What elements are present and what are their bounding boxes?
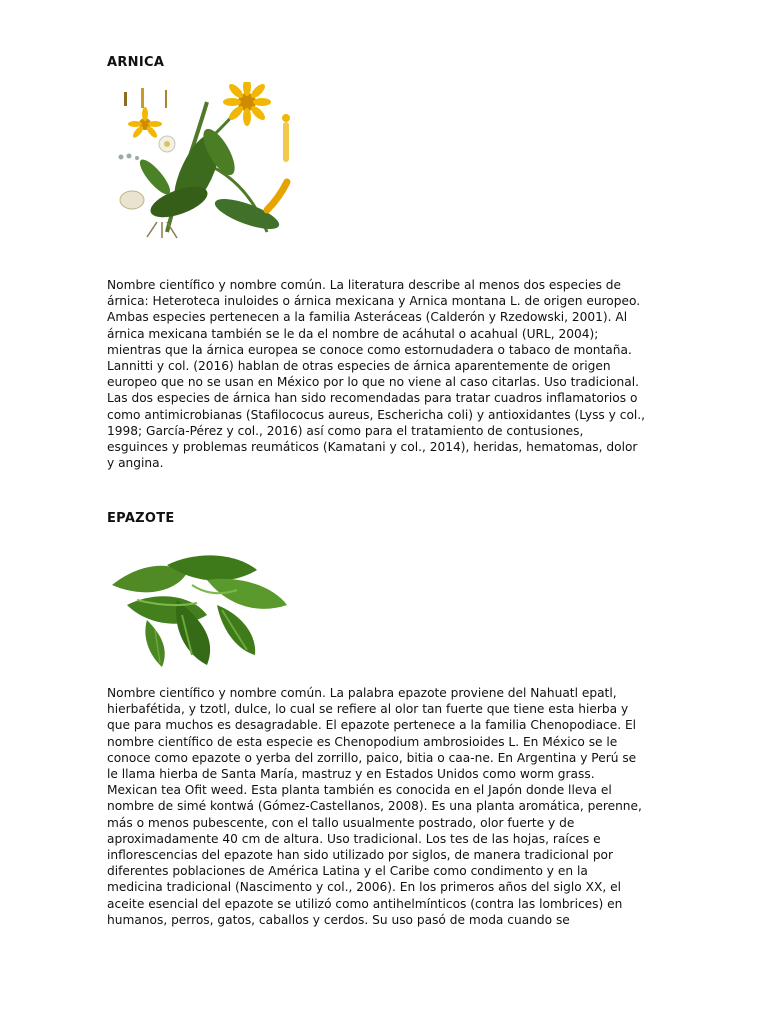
section-text-epazote: Nombre científico y nombre común. La palabra epazote proviene del Nahuatl epatl, hierbafétida, y tzotl, dulce, lo cual se refiere al olor tan fuerte que tiene esta hierba y que para muchos es desagradable. El epazote pertenece a la familia Chenopodiace. El nombre científico de esta especie es Chenopodium ambrosioides L. En México se le conoce como epazote o yerba del zorrillo, paico, bitia o caa-ne. En Argentina y Perú se le llama hierba de Santa María, mastruz y en Estados Unidos como worm grass. Mexican tea Ofit weed. Esta planta también es conocida en el Japón donde lleva el nombre de simé kontwá (Gómez-Castellanos, 2008). Es una planta aromática, perenne, más o menos pubescente, con el tallo usualmente postrado, olor fuerte y de aproximadamente 40 cm de altura. Uso tradicional. Los tes de las hojas, raíces e inflorescencias del epazote han sido utilizado por siglos, de manera tradicional por diferentes poblaciones de América Latina y el Caribe como condimento y en la medicina tradicional (Nascimento y col., 2006). En los primeros años del siglo XX, el aceite esencial del epazote se utilizó como antihelmínticos (contra las lombrices) en humanos, perros, gatos, caballos y cerdos. Su uso pasó de moda cuando se	[107, 686, 642, 927]
epazote-photo	[107, 545, 292, 670]
section-title-arnica: ARNICA	[107, 55, 165, 70]
section-title-epazote: EPAZOTE	[107, 511, 175, 526]
section-text-arnica: Nombre científico y nombre común. La literatura describe al menos dos especies de árnica: Heteroteca inuloides o árnica mexicana y Arnica montana L. de origen europeo. Ambas especies pertenecen a la familia Asteráceas (Calderón y Rzedowski, 2001). Al árnica mexicana también se le da el nombre de acáhutal o acahual (URL, 2004); mientras que la árnica europea se conoce como estornudadera o tabaco de montaña. Lannitti y col. (2016) hablan de otras especies de árnica aparentemente de origen europeo que no se usan en México por lo que no viene al caso citarlas. Uso tradicional. Las dos especies de árnica han sido recomendadas para tratar cuadros inflamatorios o como antimicrobianas (Stafilococus aureus, Eschericha coli) y antioxidantes (Lyss y col., 1998; García-Pérez y col., 2016) así como para el tratamiento de contusiones, esguinces y problemas reumáticos (Kamatani y col., 2014), heridas, hematomas, dolor y angina.	[107, 278, 646, 471]
arnica-illustration	[107, 82, 302, 240]
